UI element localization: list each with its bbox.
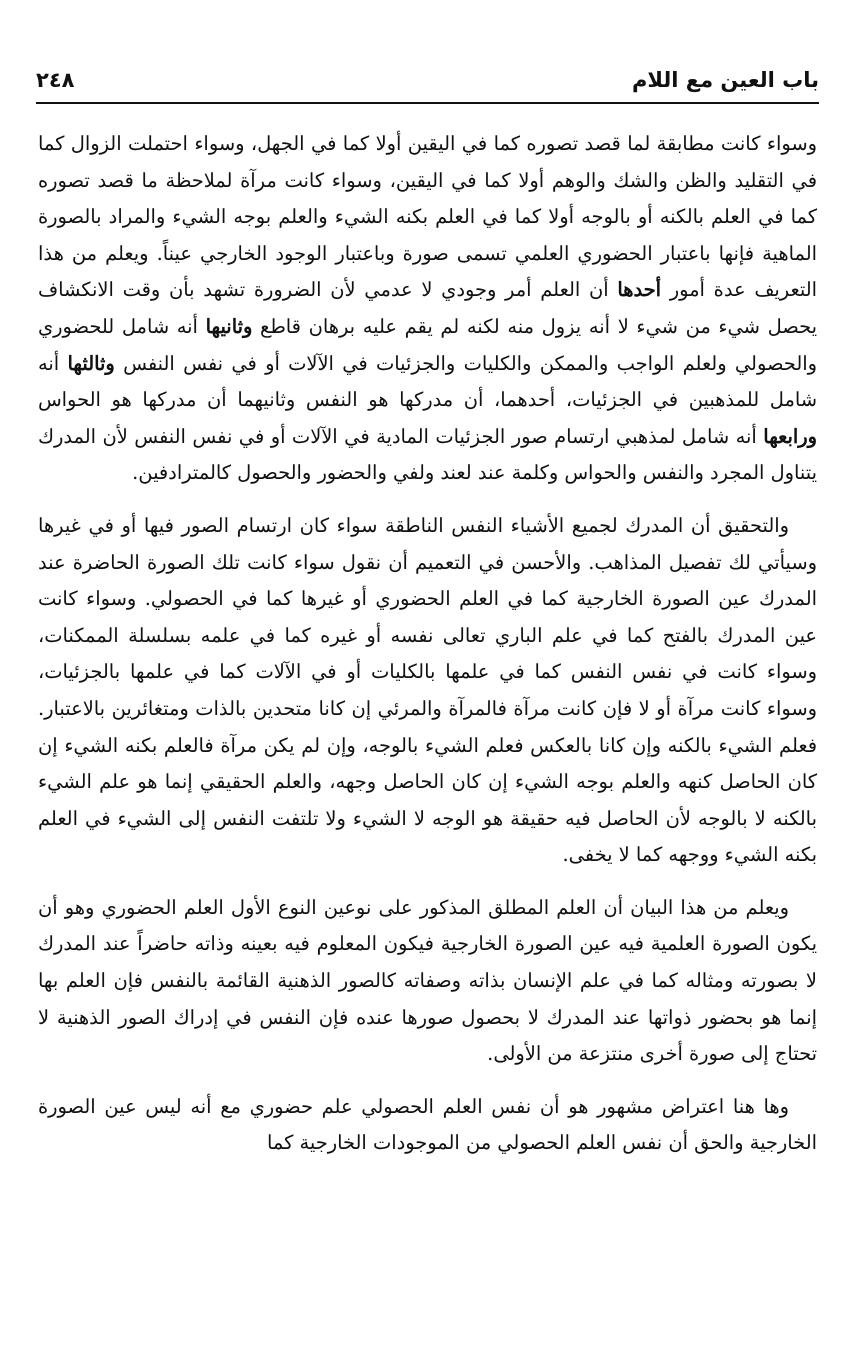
paragraph — [38, 1089, 817, 1162]
page-number: ٢٤٨ — [36, 68, 75, 92]
text-run: أن العلم أمر وجودي لا عدمي لأن الضرورة تشهد بأن وقت الانكشاف يحصل شيء من شيء لا أنه يزول منه لكنه لم يقم عليه برهان قاطع — [38, 278, 817, 338]
paragraph — [38, 126, 817, 492]
text-run: أنه شامل للمذهبين في الجزئيات، أحدهما، أن مدركها هو النفس وثانيهما أن مدركها هو الحواس — [38, 351, 817, 412]
text-run: والتحقيق أن المدرك لجميع الأشياء النفس الناطقة سواء كان ارتسام الصور فيها أو في غيرها وسيأتي لك تفصيل المذاهب. والأحسن في التعميم أن نقول سواء كانت تلك الصورة الحاضرة عند المدرك عين الصورة الخارجية كما في العلم الحضوري أو غيرها كما في الحصولي. وسواء كانت عين المدرك بالفتح كما في علم الباري تعالى نفسه أو غيره كما في علمه بسلسلة الممكنات، وسواء كانت في نفس النفس كما في علمها بالكليات أو في الآلات كما في علمها بالجزئيات، وسواء كانت مرآة أو لا فإن كانت مرآة فالمرآة والمرئي إن كانا متحدين بالذات ومتغائرين بالاعتبار. فعلم الشيء بالكنه وإن كانا بالعكس فعلم الشيء بالوجه، وإن لم يكن مرآة فالعلم بكنه الشيء إن كان الحاصل كنهه والعلم بوجه الشيء إن كان الحاصل وجهه، والعلم الحقيقي إنما هو علم الشيء بالكنه لا بالوجه لأن الحاصل فيه حقيقة هو الوجه لا الشيء ولا تلتفت النفس إلى الشيء في العلم بكنه الشيء ووجهه كما لا يخفى. — [38, 513, 817, 867]
text-run: وها هنا اعتراض مشهور هو أن نفس العلم الحصولي علم حضوري مع أنه ليس عين الصورة الخارجية والحق أن نفس العلم الحصولي من الموجودات الخارجية كما — [38, 1094, 817, 1155]
paragraph — [38, 508, 817, 874]
bold-term: وثانيها — [205, 314, 253, 338]
bold-term: وثالثها — [67, 351, 115, 375]
paragraph — [38, 890, 817, 1073]
bold-term: ورابعها — [763, 424, 817, 448]
bold-term: أحدها — [617, 278, 662, 302]
text-run: أنه شامل للحضوري والحصولي ولعلم الواجب والممكن والكليات والجزئيات في الآلات أو في نفس النفس — [38, 314, 817, 375]
text-run: ويعلم من هذا البيان أن العلم المطلق المذكور على نوعين النوع الأول العلم الحضوري وهو أن يكون الصورة العلمية فيه عين الصورة الخارجية فيكون المعلوم فيه بعينه وذاته حاضراً عند المدرك لا بصورته ومثاله كما في علم الإنسان بذاته وصفاته كالصور الذهنية القائمة بالنفس فإن العلم بها إنما هو بحضور ذواتها عند المدرك لا بحصول صورها عنده فإن النفس في إدراك الصور الذهنية لا تحتاج إلى صورة أخرى منتزعة من الأولى. — [38, 895, 817, 1066]
running-header — [36, 58, 819, 104]
text-run: وسواء كانت مطابقة لما قصد تصوره كما في اليقين أولا كما في الجهل، وسواء احتملت الزوال كما في التقليد والظن والشك والوهم أولا كما في اليقين، وسواء كانت مرآة لملاحظة ما قصد تصوره كما في العلم بالكنه أو بالوجه أولا كما في العلم بكنه الشيء والعلم بوجه الشيء والمراد بالصورة الماهية فإنها باعتبار الحضوري العلمي تسمى صورة وباعتبار الوجود الخارجي عيناً. ويعلم من هذا التعريف عدة أمور — [38, 132, 817, 302]
chapter-title: باب العين مع اللام — [632, 68, 819, 92]
body-text — [38, 126, 817, 1162]
text-run: أنه شامل لمذهبي ارتسام صور الجزئيات المادية في الآلات أو في نفس النفس لأن المدرك يتناول المجرد والنفس والحواس وكلمة عند لعند ولفي والحضور والحصول كالمترادفين. — [38, 424, 817, 485]
